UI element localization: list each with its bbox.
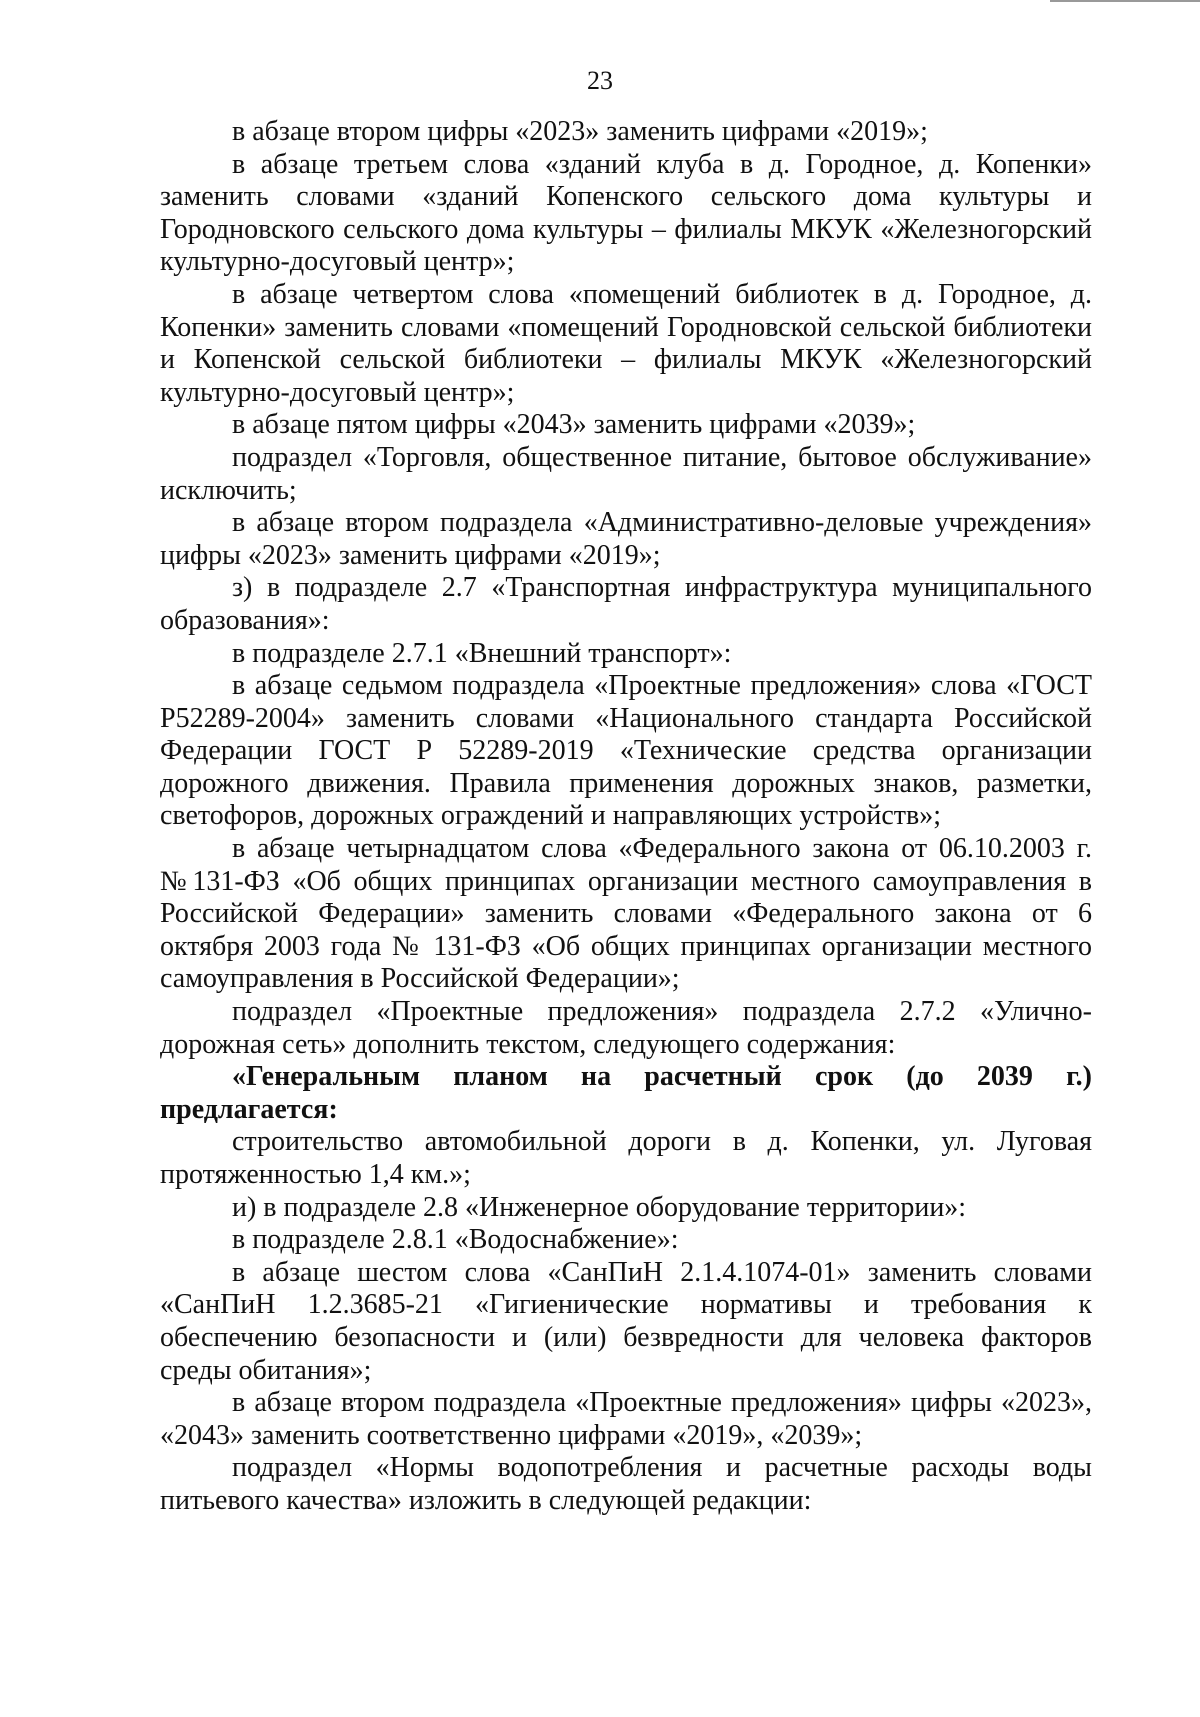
paragraph: в абзаце шестом слова «СанПиН 2.1.4.1074-01» заменить словами «СанПиН 1.2.3685-21 «Гигиенические нормативы и требования к обеспечению безопасности и (или) безвредности для человека факторов среды обитания»; [160,1256,1092,1386]
paragraph: в абзаце четвертом слова «помещений библиотек в д. Городное, д. Копенки» заменить словами «помещений Городновской сельской библиотеки и Копенской сельской библиотеки – филиалы МКУК «Железногорский культурно-досуговый центр»; [160,278,1092,408]
paragraph: в подразделе 2.7.1 «Внешний транспорт»: [232,637,732,669]
paragraph: в абзаце третьем слова «зданий клуба в д. Городное, д. Копенки» заменить словами «зданий Копенского сельского дома культуры и Городновского сельского дома культуры – филиалы МКУК «Железногорский культурно-досуговый центр»; [160,148,1092,278]
paragraph: в абзаце втором подраздела «Административно-деловые учреждения» цифры «2023» заменить цифрами «2019»; [160,507,1092,571]
paragraph: в абзаце четырнадцатом слова «Федерального закона от 06.10.2003 г. №131-ФЗ «Об общих принципах организации местного самоуправления в Российской Федерации» заменить словами «Федерального закона от 6 октября 2003 года № 131-ФЗ «Об общих принципах организации местного самоуправления в Российской Федерации»; [160,833,1092,995]
paragraph: в абзаце седьмом подраздела «Проектные предложения» слова «ГОСТ Р52289-2004» заменить словами «Национального стандарта Российской Федерации ГОСТ Р 52289-2019 «Технические средства организации дорожного движения. Правила применения дорожных знаков, разметки, светофоров, дорожных ограждений и направляющих устройств»; [160,670,1092,832]
paragraph: строительство автомобильной дороги в д. Копенки, ул. Луговая протяженностью 1,4 км.»; [160,1126,1092,1190]
paragraph: в абзаце пятом цифры «2043» заменить цифрами «2039»; [232,409,916,441]
paragraph: подраздел «Проектные предложения» подраздела 2.7.2 «Улично-дорожная сеть» дополнить текстом, следующего содержания: [160,996,1092,1060]
paragraph: в абзаце втором цифры «2023» заменить цифрами «2019»; [232,116,928,147]
page-number: 23 [587,66,613,95]
paragraph: в подразделе 2.8.1 «Водоснабжение»: [232,1224,679,1256]
paragraph: з) в подразделе 2.7 «Транспортная инфраструктура муниципального образования»: [160,572,1092,636]
bold-paragraph: «Генеральным планом на расчетный срок (до 2039 г.) предлагается: [160,1061,1092,1125]
document-body [160,116,1092,1518]
paragraph: в абзаце втором подраздела «Проектные предложения» цифры «2023», «2043» заменить соответственно цифрами «2019», «2039»; [160,1387,1092,1451]
paragraph: и) в подразделе 2.8 «Инженерное оборудование территории»: [232,1191,967,1223]
paragraph: подраздел «Нормы водопотребления и расчетные расходы воды питьевого качества» изложить в следующей редакции: [160,1452,1092,1516]
paragraph: подраздел «Торговля, общественное питание, бытовое обслуживание» исключить; [160,441,1092,506]
